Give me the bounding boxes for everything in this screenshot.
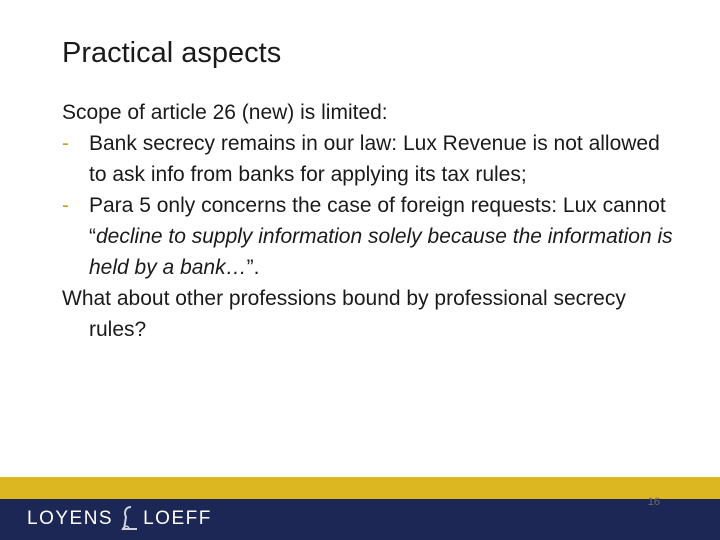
footer-gold-band <box>0 477 720 499</box>
bullet-item <box>62 190 682 283</box>
slide-title: Practical aspects <box>62 37 282 69</box>
bullet-marker: - <box>62 132 69 155</box>
company-logo <box>27 505 212 533</box>
bullet-text: Bank secrecy remains in our law: Lux Revenue is not allowed to ask info from banks for applying its tax rules; <box>89 132 660 186</box>
page-number: 16 <box>647 496 660 508</box>
bullet-item <box>62 128 682 190</box>
logo-text-right: LOEFF <box>143 508 212 529</box>
logo-mark-icon <box>115 505 141 533</box>
bullet-quote: decline to supply information solely because the information is held by a bank… <box>89 225 673 279</box>
intro-text: Scope of article 26 (new) is limited: <box>62 101 388 124</box>
bullet-marker: - <box>62 194 69 217</box>
bullet-text-prefix: Para 5 only concerns the case of foreign requests: Lux cannot “ <box>89 194 666 248</box>
closing-question: What about other professions bound by professional secrecy rules? <box>62 287 626 341</box>
bullet-text-suffix: ”. <box>246 256 260 279</box>
logo-text-left: LOYENS <box>27 508 114 529</box>
slide-body <box>62 97 682 345</box>
